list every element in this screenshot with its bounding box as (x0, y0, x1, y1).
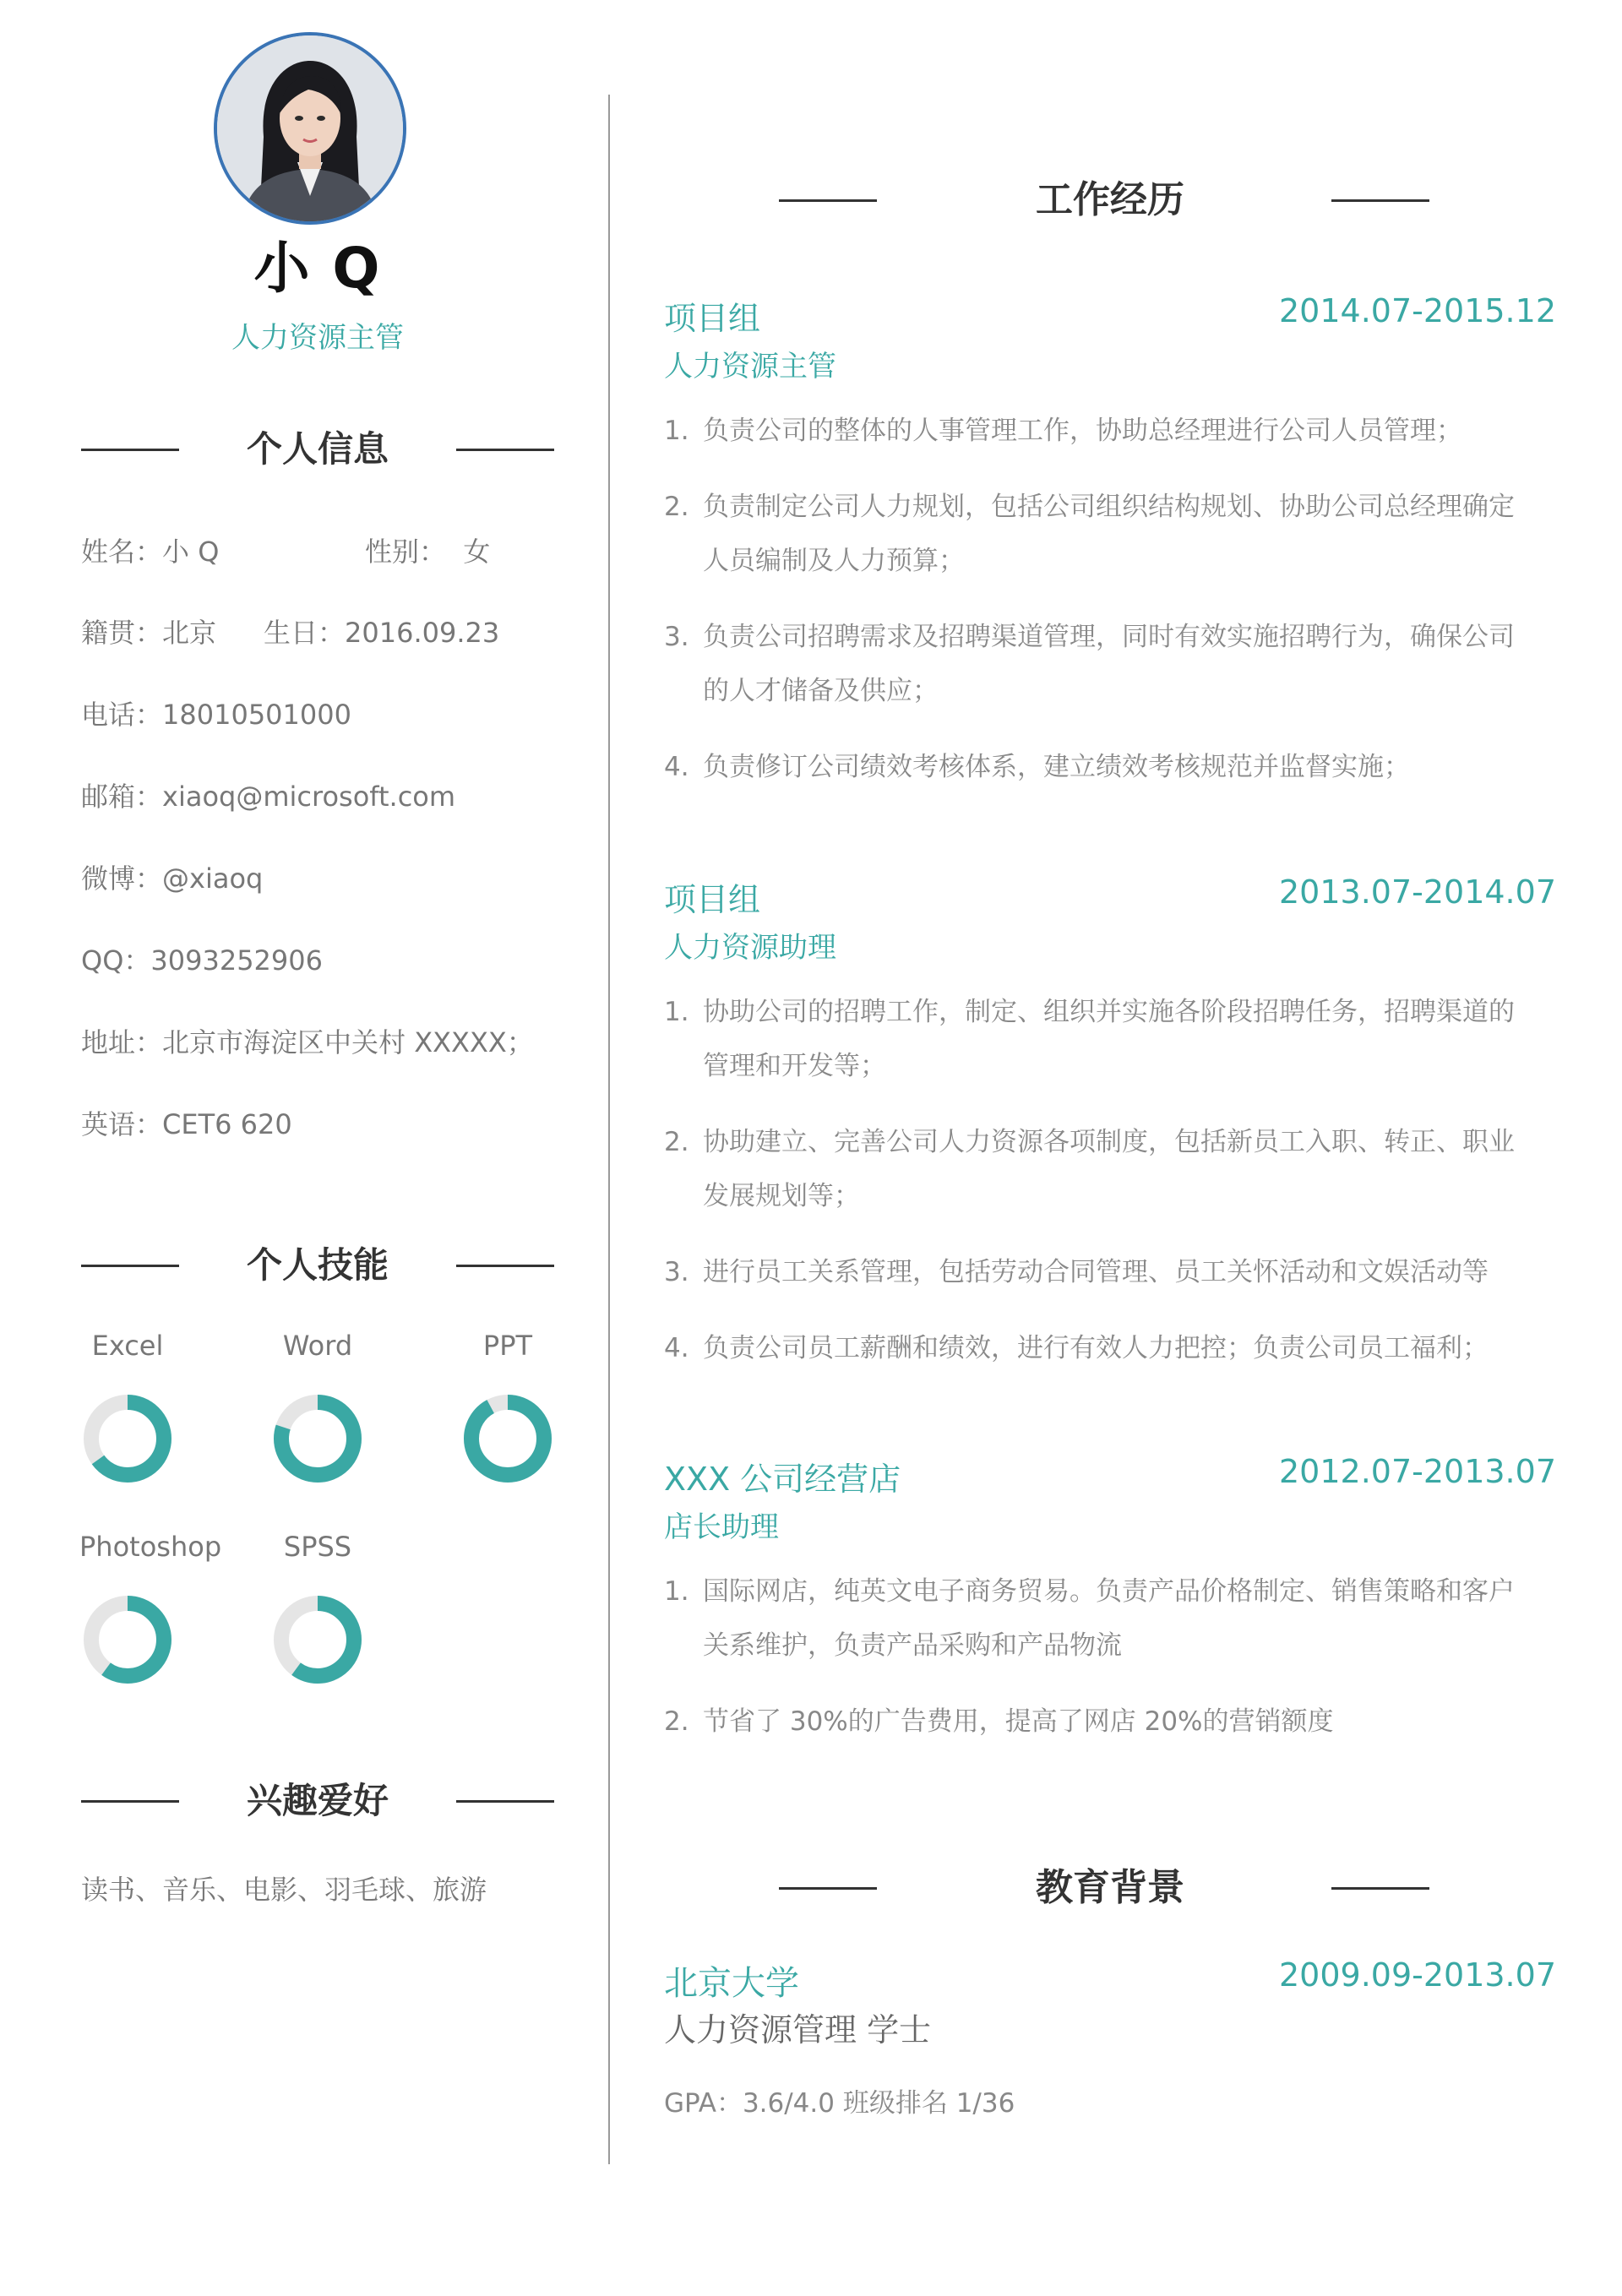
item-text: 负责修订公司绩效考核体系，建立绩效考核规范并监督实施； (703, 752, 1410, 782)
section-title: 个人技能 (246, 1244, 389, 1286)
list-item: 4. 负责公司员工薪酬和绩效，进行有效人力把控；负责公司员工福利； (664, 1333, 1489, 1363)
item-text: 负责公司员工薪酬和绩效，进行有效人力把控；负责公司员工福利； (703, 1333, 1489, 1363)
education-school: 北京大学 (664, 1964, 799, 2003)
info-value: CET6 620 (162, 1108, 292, 1140)
work-role: 店长助理 (664, 1510, 779, 1544)
education-major: 人力资源管理 学士 (664, 2011, 932, 2048)
info-key: 生日： (264, 617, 346, 649)
info-birthday (264, 612, 499, 650)
item-text: 协助公司的招聘工作，制定、组织并实施各阶段招聘任务，招聘渠道的管理和开发等； (703, 997, 1515, 1081)
item-text: 进行员工关系管理，包括劳动合同管理、员工关怀活动和文娱活动等 (703, 1257, 1489, 1287)
info-address (81, 1021, 534, 1060)
work-date: 2014.07-2015.12 (1279, 292, 1556, 329)
info-key: 电话： (81, 699, 163, 731)
list-item: 1. 国际网店，纯英文电子商务贸易。负责产品价格制定、销售策略和客户关系维护，负责产品采购和产品物流 (664, 1576, 1515, 1661)
work-items (664, 1564, 1526, 1771)
info-value: 2016.09.23 (345, 617, 500, 649)
skill-label: Word (282, 1330, 353, 1362)
info-key: 地址： (81, 1026, 163, 1058)
profile-title: 人力资源主管 (231, 321, 404, 355)
work-items (664, 985, 1526, 1397)
work-org: XXX 公司经营店 (664, 1461, 901, 1498)
skill-label: PPT (482, 1330, 533, 1362)
info-phone (81, 694, 351, 732)
skill-ring (461, 1392, 554, 1485)
profile-name: 小 Q (253, 236, 382, 301)
info-key: 性别： (365, 536, 447, 568)
work-date: 2012.07-2013.07 (1279, 1453, 1556, 1490)
info-key: 邮箱： (81, 781, 163, 813)
item-text: 负责公司招聘需求及招聘渠道管理，同时有效实施招聘行为，确保公司的人才储备及供应； (703, 622, 1515, 706)
info-value: 18010501000 (162, 699, 351, 731)
item-text: 协助建立、完善公司人力资源各项制度，包括新员工入职、转正、职业发展规划等； (703, 1127, 1515, 1211)
info-weibo (81, 857, 263, 896)
skill-label: Excel (91, 1330, 164, 1362)
skill-word (254, 1330, 381, 1485)
info-hometown (81, 612, 216, 650)
skill-ring (271, 1593, 364, 1686)
divider-line (456, 449, 554, 451)
info-key: 微博： (81, 862, 163, 895)
ring-fill (471, 1402, 544, 1475)
section-title: 个人信息 (246, 428, 389, 470)
list-item: 2. 负责制定公司人力规划，包括公司组织结构规划、协助公司总经理确定人员编制及人力预算； (664, 492, 1515, 576)
list-item: 1. 负责公司的整体的人事管理工作，协助总经理进行公司人员管理； (664, 416, 1462, 446)
item-text: 负责公司的整体的人事管理工作，协助总经理进行公司人员管理； (703, 416, 1462, 446)
info-key: 英语： (81, 1108, 163, 1140)
work-role: 人力资源助理 (664, 931, 836, 965)
info-value: 北京 (162, 617, 217, 649)
list-item: 2. 协助建立、完善公司人力资源各项制度，包括新员工入职、转正、职业发展规划等； (664, 1127, 1515, 1211)
avatar (214, 32, 406, 225)
section-header-work (664, 171, 1556, 230)
education-gpa: GPA：3.6/4.0 班级排名 1/36 (664, 2088, 1015, 2119)
list-item: 1. 协助公司的招聘工作，制定、组织并实施各阶段招聘任务，招聘渠道的管理和开发等； (664, 997, 1515, 1081)
info-gender (365, 530, 490, 569)
item-text: 国际网店，纯英文电子商务贸易。负责产品价格制定、销售策略和客户关系维护，负责产品采购和产品物流 (703, 1576, 1515, 1661)
skill-ring (271, 1392, 364, 1485)
skill-label: SPSS (283, 1531, 352, 1563)
info-key: 姓名： (81, 536, 163, 568)
divider-line (1331, 1887, 1429, 1890)
list-item: 3. 负责公司招聘需求及招聘渠道管理，同时有效实施招聘行为，确保公司的人才储备及供应； (664, 622, 1515, 706)
section-title: 兴趣爱好 (246, 1780, 389, 1821)
work-items (664, 404, 1526, 816)
section-header-hobbies (81, 1776, 554, 1826)
skill-spss (254, 1531, 381, 1686)
info-value: 女 (463, 536, 491, 568)
section-header-skills (81, 1240, 554, 1291)
section-title: 工作经历 (1036, 178, 1184, 221)
info-qq (81, 939, 323, 978)
list-item: 4. 负责修订公司绩效考核体系，建立绩效考核规范并监督实施； (664, 752, 1410, 782)
info-value: xiaoq@microsoft.com (162, 781, 456, 813)
skill-ring (81, 1392, 174, 1485)
info-english (81, 1103, 292, 1142)
education-date: 2009.09-2013.07 (1279, 1956, 1556, 1994)
section-title: 教育背景 (1036, 1866, 1184, 1909)
hobbies-text: 读书、音乐、电影、羽毛球、旅游 (81, 1874, 487, 1906)
work-date: 2013.07-2014.07 (1279, 873, 1556, 911)
column-divider (608, 95, 610, 2164)
info-value: 3093252906 (150, 944, 323, 977)
divider-line (1331, 199, 1429, 202)
item-text: 负责制定公司人力规划，包括公司组织结构规划、协助公司总经理确定人员编制及人力预算； (703, 492, 1515, 576)
section-header-education (664, 1858, 1556, 1918)
skill-ring (81, 1593, 174, 1686)
info-value: @xiaoq (162, 862, 264, 895)
divider-line (456, 1800, 554, 1803)
skill-ppt (444, 1330, 571, 1485)
skill-excel (64, 1330, 191, 1485)
work-role: 人力资源主管 (664, 350, 836, 384)
info-email (81, 775, 455, 814)
item-text: 节省了 30%的广告费用，提高了网店 20%的营销额度 (703, 1706, 1334, 1737)
skill-label: Photoshop (79, 1531, 222, 1563)
divider-line (456, 1265, 554, 1267)
list-item: 2. 节省了 30%的广告费用，提高了网店 20%的营销额度 (664, 1706, 1334, 1737)
info-value: 小 Q (162, 536, 220, 568)
list-item: 3. 进行员工关系管理，包括劳动合同管理、员工关怀活动和文娱活动等 (664, 1257, 1489, 1287)
info-value: 北京市海淀区中关村 XXXXX； (162, 1026, 534, 1058)
info-key: 籍贯： (81, 617, 163, 649)
avatar-portrait-icon (217, 35, 403, 221)
work-org: 项目组 (664, 881, 761, 918)
work-org: 项目组 (664, 300, 761, 337)
info-key: QQ： (81, 944, 151, 977)
section-header-personal-info (81, 424, 554, 475)
info-name (81, 530, 219, 569)
skill-photoshop (79, 1531, 231, 1686)
